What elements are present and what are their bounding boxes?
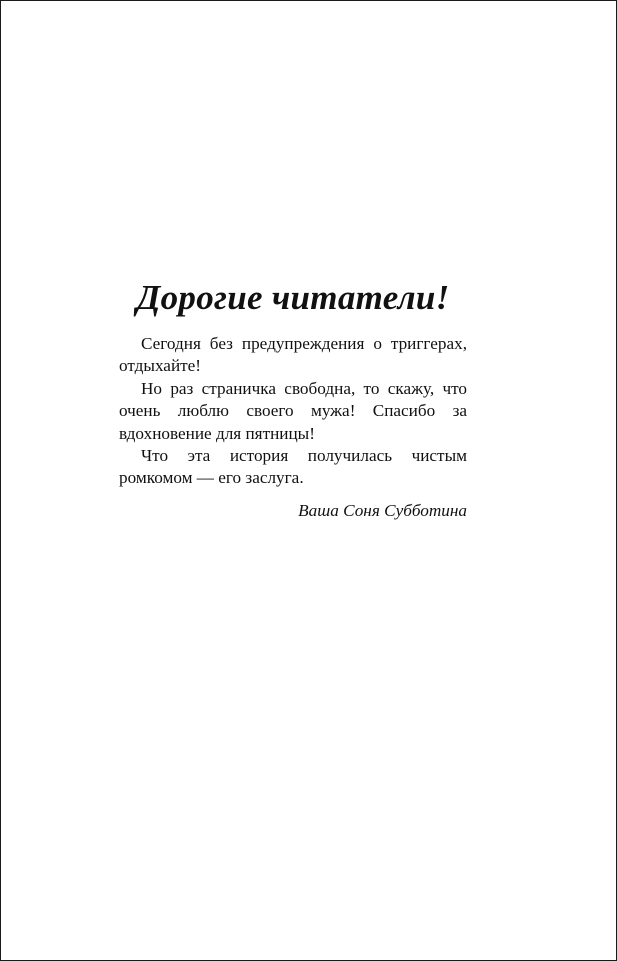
paragraph-3: Что эта история получилась чистым ромкомом — его заслуга. (119, 446, 467, 488)
dedication-block (119, 271, 467, 522)
paragraph-2: Но раз страничка свободна, то скажу, что очень люблю своего мужа! Спасибо за вдохновение для пятницы! (119, 378, 467, 443)
paragraph-1: Сегодня без предупреждения о триггерах, отдыхайте! (119, 334, 467, 376)
page-heading: Дорогие читатели! (136, 278, 450, 317)
author-signature: Ваша Соня Субботина (298, 500, 467, 520)
